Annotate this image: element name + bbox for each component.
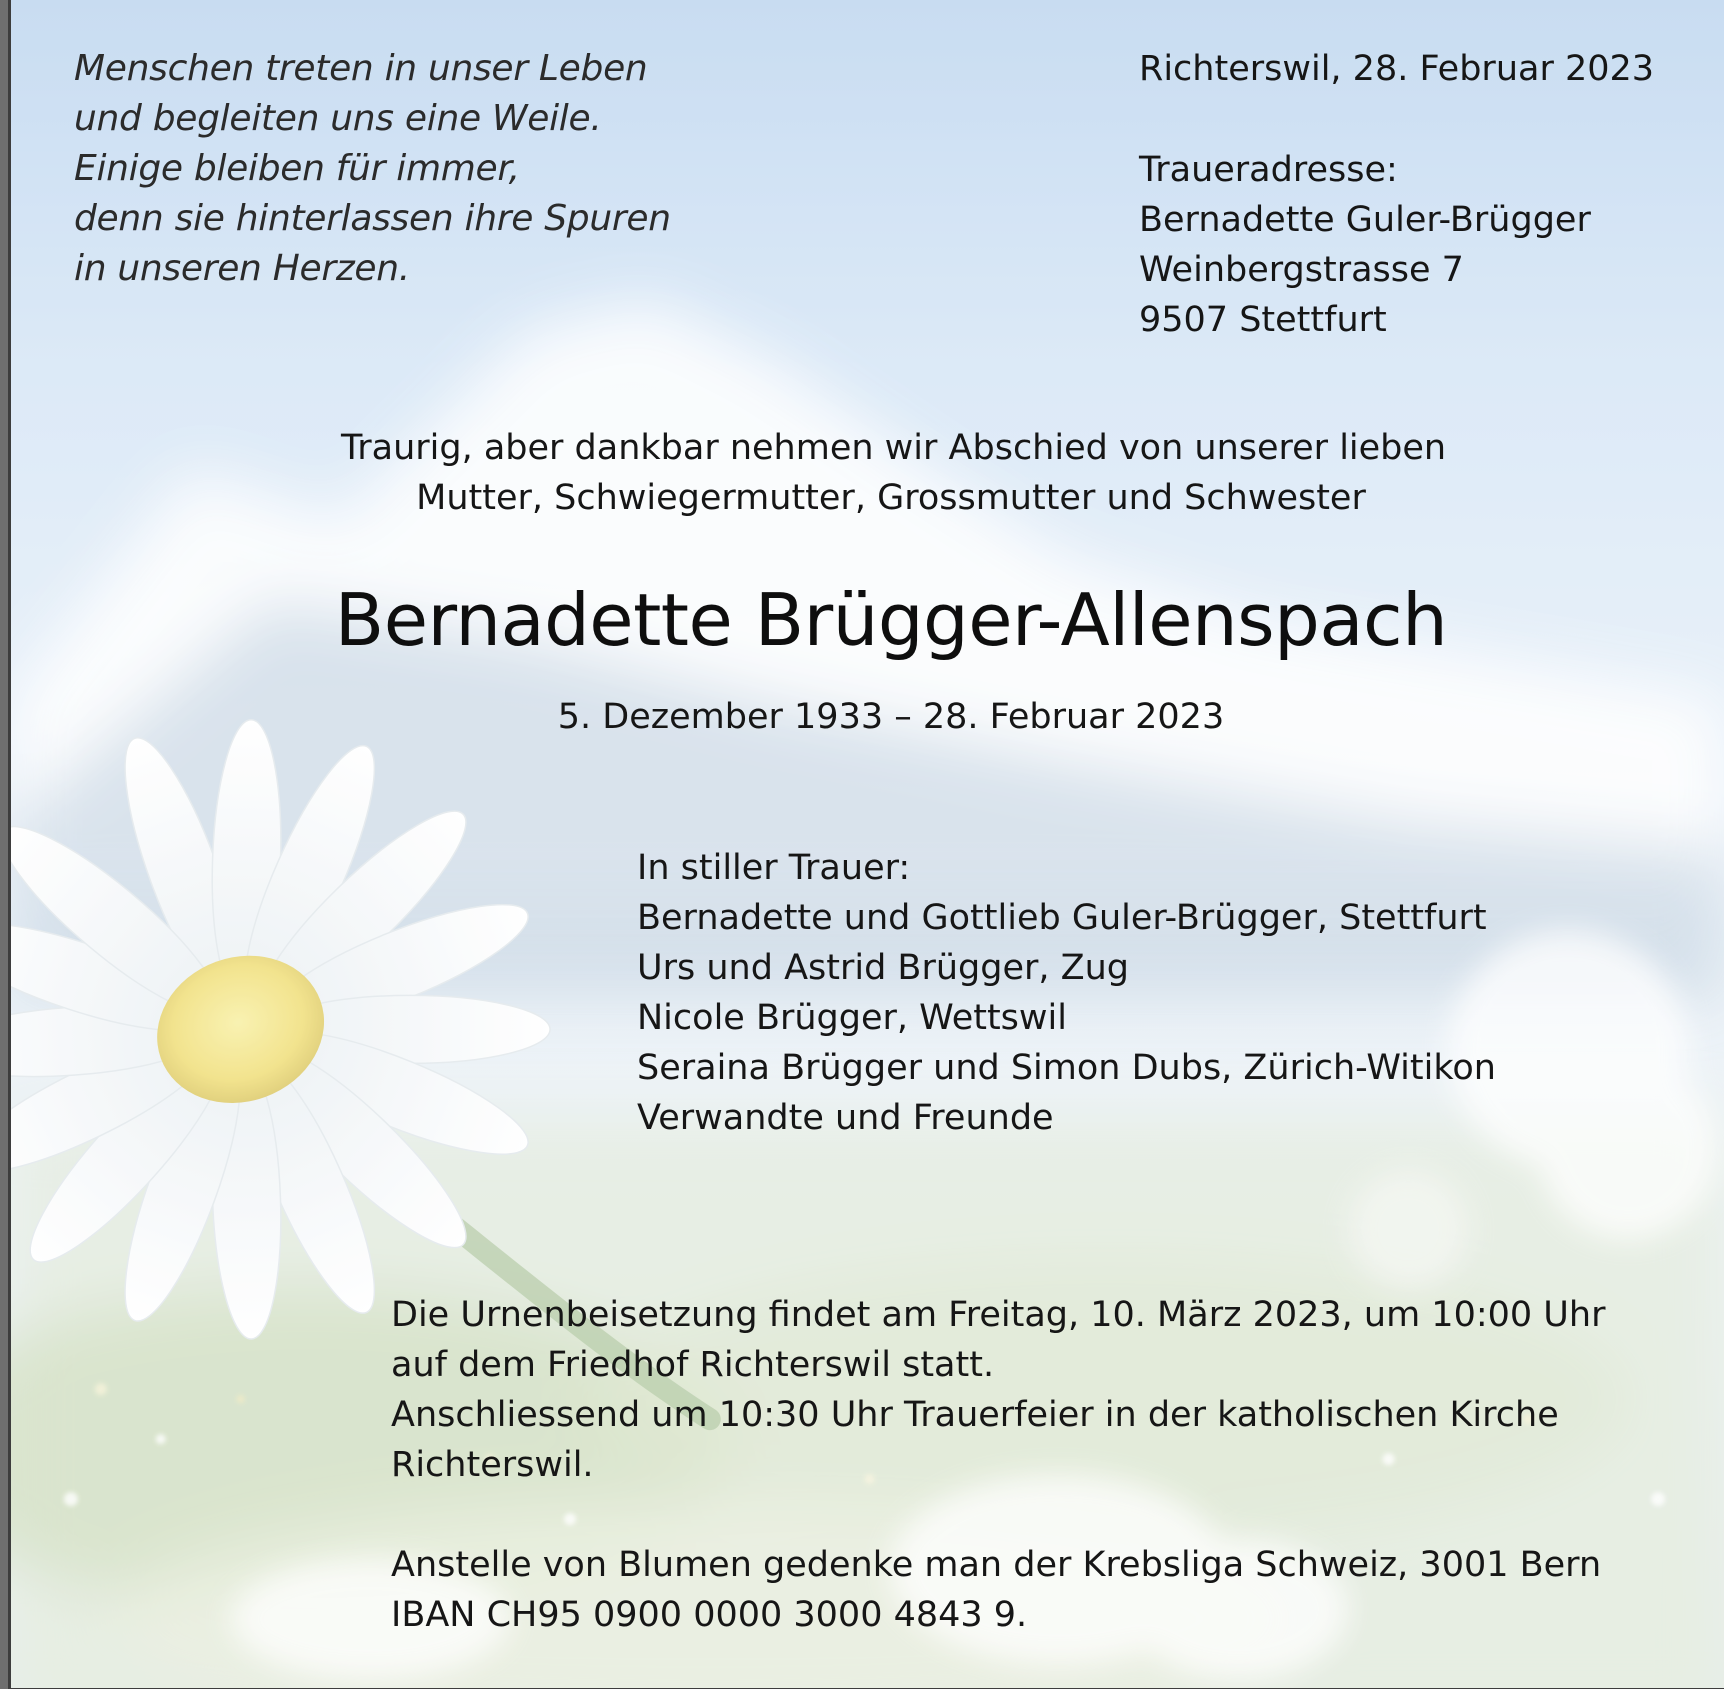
place-and-date: Richterswil, 28. Februar 2023 xyxy=(1139,49,1655,89)
mourner-entry: Verwandte und Freunde xyxy=(637,1098,1054,1138)
quote-line: in unseren Herzen. xyxy=(74,248,410,289)
ceremony-line: auf dem Friedhof Richterswil statt. xyxy=(391,1345,995,1385)
quote-line: Menschen treten in unser Leben xyxy=(74,48,648,89)
address-street: Weinbergstrasse 7 xyxy=(1139,250,1464,290)
address-name: Bernadette Guler-Brügger xyxy=(1139,200,1591,240)
donation-info xyxy=(391,1540,1601,1640)
life-dates: 5. Dezember 1933 – 28. Februar 2023 xyxy=(557,697,1225,737)
ceremony-line: Anschliessend um 10:30 Uhr Trauerfeier in der katholischen Kirche xyxy=(391,1395,1559,1435)
memorial-quote xyxy=(74,44,671,294)
mourners-heading: In stiller Trauer: xyxy=(637,848,911,888)
ceremony-info xyxy=(391,1290,1606,1490)
ceremony-line: Die Urnenbeisetzung findet am Freitag, 10. März 2023, um 10:00 Uhr xyxy=(391,1295,1606,1335)
donation-iban: IBAN CH95 0900 0000 3000 4843 9. xyxy=(391,1595,1028,1635)
obituary-notice xyxy=(8,0,1724,1689)
mourners-list xyxy=(637,843,1496,1143)
quote-line: denn sie hinterlassen ihre Spuren xyxy=(74,198,671,239)
ceremony-line: Richterswil. xyxy=(391,1445,594,1485)
donation-line: Anstelle von Blumen gedenke man der Krebsliga Schweiz, 3001 Bern xyxy=(391,1545,1602,1585)
quote-line: und begleiten uns eine Weile. xyxy=(74,98,602,139)
mourner-entry: Seraina Brügger und Simon Dubs, Zürich-Witikon xyxy=(637,1048,1496,1088)
intro-line: Mutter, Schwiegermutter, Grossmutter und Schwester xyxy=(416,478,1366,518)
mourner-entry: Nicole Brügger, Wettswil xyxy=(637,998,1067,1038)
mourner-entry: Urs und Astrid Brügger, Zug xyxy=(637,948,1129,988)
address-city: 9507 Stettfurt xyxy=(1139,300,1387,340)
address-label: Traueradresse: xyxy=(1139,150,1398,190)
intro-line: Traurig, aber dankbar nehmen wir Abschied von unserer lieben xyxy=(341,428,1447,468)
farewell-intro xyxy=(341,423,1447,523)
deceased-name: Bernadette Brügger-Allenspach xyxy=(334,578,1448,662)
mourner-entry: Bernadette und Gottlieb Guler-Brügger, Stettfurt xyxy=(637,898,1487,938)
quote-line: Einige bleiben für immer, xyxy=(74,148,520,189)
mourning-address xyxy=(1139,145,1591,345)
